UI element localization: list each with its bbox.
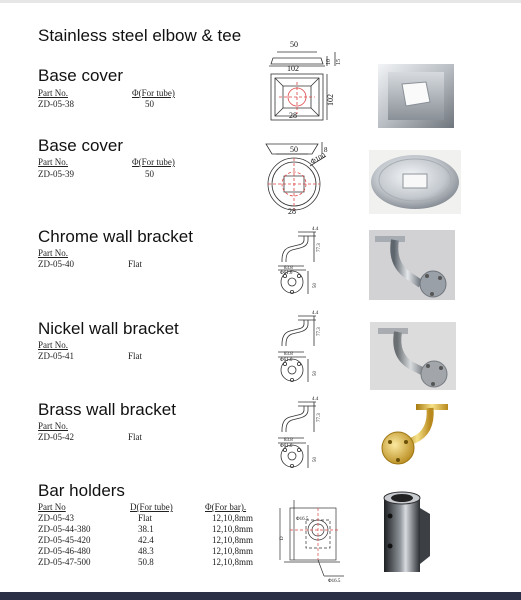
table-cell-d: 48.3	[138, 546, 154, 556]
table-cell-bar: 12,10,8mm	[212, 535, 254, 545]
part-no-header: Part No	[38, 502, 66, 512]
dim-b: Φ16.5	[296, 517, 309, 522]
section-title-base-cover-2: Base cover	[38, 136, 124, 155]
bracket-type: Flat	[128, 351, 143, 361]
part-no-header: Part No.	[38, 88, 68, 98]
part-number: ZD-05-42	[38, 432, 74, 442]
table-cell-part: ZD-05-46-480	[38, 546, 91, 556]
part-number: ZD-05-38	[38, 99, 74, 109]
part-number: ZD-05-39	[38, 169, 74, 179]
table-cell-d: Flat	[138, 513, 153, 523]
dim-hole: 28	[288, 207, 296, 216]
bracket-type: Flat	[128, 259, 143, 269]
table-cell-bar: 12,10,8mm	[212, 513, 254, 523]
table-cell-part: ZD-05-47-500	[38, 557, 91, 567]
tube-size: 50	[145, 169, 154, 179]
nickel-bracket-photo	[370, 322, 456, 390]
part-no-header: Part No.	[38, 157, 68, 167]
top-edge	[0, 0, 521, 10]
section-title-base-cover-1: Base cover	[38, 66, 124, 85]
section-title-bar-holders: Bar holders	[38, 481, 125, 500]
bracket-type: Flat	[128, 432, 143, 442]
dim-a: 4.4	[312, 397, 319, 402]
dim-d: Φ61.6	[280, 271, 293, 276]
dim-diameter: Φ100	[309, 151, 327, 166]
for-tube-header: Φ(For tube)	[132, 88, 175, 98]
base-cover-square-photo	[374, 60, 458, 132]
dim-c: Φ16.5	[328, 579, 341, 584]
dim-d: Φ61.6	[280, 444, 293, 449]
dim-e: 50	[313, 457, 318, 462]
table-cell-d: 50.8	[138, 557, 154, 567]
dim-c: 83.8	[284, 266, 293, 271]
bar-holder-photo	[376, 486, 434, 582]
dim-d: Φ61.6	[280, 358, 293, 363]
part-no-header: Part No.	[38, 340, 68, 350]
dim-c: 83.8	[284, 438, 293, 443]
brass-bracket-photo	[372, 398, 456, 472]
part-number: ZD-05-40	[38, 259, 74, 269]
table-cell-bar: 12,10,8mm	[212, 546, 254, 556]
table-cell-part: ZD-05-43	[38, 513, 74, 523]
dim-b: 77.3	[317, 243, 322, 252]
dim-side1: 10	[326, 59, 332, 65]
for-bar-header: Φ(For bar).	[205, 502, 247, 512]
brass-bracket-drawing	[272, 396, 328, 474]
dim-height: 102	[326, 94, 335, 106]
table-cell-d: 42.4	[138, 535, 154, 545]
chrome-bracket-drawing	[272, 226, 328, 300]
table-cell-bar: 12,10,8mm	[212, 524, 254, 534]
dim-side: 8	[324, 146, 328, 154]
nickel-bracket-drawing	[272, 310, 328, 388]
page-title: Stainless steel elbow & tee	[38, 26, 242, 45]
dim-a: 4.4	[312, 227, 319, 232]
for-tube-header: Φ(For tube)	[132, 157, 175, 167]
dim-e: 50	[313, 371, 318, 376]
dim-c: 83.8	[284, 352, 293, 357]
dim-top: 50	[290, 40, 298, 49]
table-cell-part: ZD-05-45-420	[38, 535, 91, 545]
dim-b: 77.3	[317, 413, 322, 422]
table-cell-bar: 12,10,8mm	[212, 557, 254, 567]
table-cell-part: ZD-05-44-380	[38, 524, 91, 534]
chrome-bracket-photo	[369, 230, 455, 300]
dim-a: D	[280, 536, 285, 540]
base-cover-square-drawing	[265, 38, 345, 126]
d-for-tube-header: D(For tube)	[130, 502, 173, 512]
section-title-brass-bracket: Brass wall bracket	[38, 400, 176, 419]
dim-a: 4.4	[312, 311, 319, 316]
bar-holder-drawing	[276, 490, 356, 584]
base-cover-round-drawing	[262, 138, 350, 218]
dim-b: 77.3	[317, 327, 322, 336]
dim-side2: 15	[336, 59, 342, 65]
part-no-header: Part No.	[38, 248, 68, 258]
dim-top: 50	[290, 145, 298, 154]
section-title-chrome-bracket: Chrome wall bracket	[38, 227, 193, 246]
dim-hole: 28	[289, 111, 297, 120]
section-title-nickel-bracket: Nickel wall bracket	[38, 319, 179, 338]
bottom-bar	[0, 592, 521, 600]
part-number: ZD-05-41	[38, 351, 74, 361]
dim-e: 50	[313, 283, 318, 288]
dim-width: 102	[287, 64, 299, 73]
table-cell-d: 38.1	[138, 524, 154, 534]
base-cover-round-photo	[369, 150, 461, 214]
tube-size: 50	[145, 99, 154, 109]
part-no-header: Part No.	[38, 421, 68, 431]
